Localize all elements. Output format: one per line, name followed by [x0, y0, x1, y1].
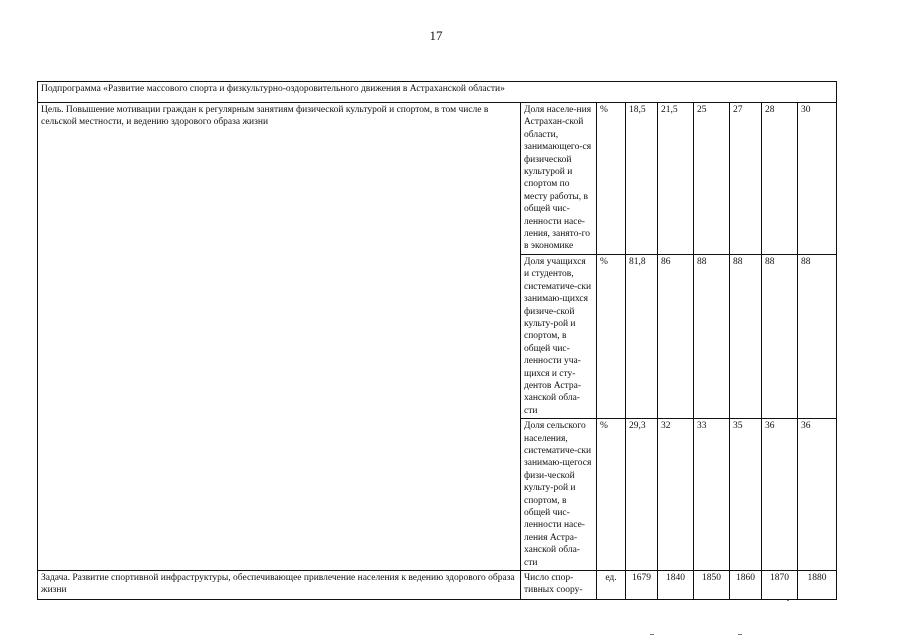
indicator-unit: % [597, 254, 626, 418]
indicator-unit: % [597, 419, 626, 571]
indicator-unit: % [597, 103, 626, 255]
subprogram-row [38, 82, 837, 103]
indicator-name: Доля сельского населения, систематиче-ски занимаю-щегося физи-ческой культу-рой и спортом, в общей чис-ленности насе-ления Астра-ханской обла-сти [521, 419, 597, 571]
scan-speck [787, 600, 789, 601]
indicator-value: 32 [658, 419, 694, 571]
indicator-value: 88 [730, 254, 762, 418]
page-number: 17 [429, 28, 443, 43]
indicator-value: 18,5 [626, 103, 658, 255]
indicator-value: 36 [798, 419, 837, 571]
indicator-value: 1860 [730, 571, 762, 600]
indicator-value: 88 [694, 254, 730, 418]
indicator-value: 86 [658, 254, 694, 418]
goal-text: Цель. Повышение мотивации граждан к регулярным занятиям физической культурой и спортом, в том числе в сельской местности, и ведению здорового образа жизни [38, 103, 521, 571]
indicator-unit: ед. [597, 571, 626, 600]
indicator-value: 1840 [658, 571, 694, 600]
indicator-value: 30 [798, 103, 837, 255]
indicator-value: 29,3 [626, 419, 658, 571]
indicator-value: 88 [762, 254, 798, 418]
scan-speck [738, 634, 742, 635]
indicator-value: 1679 [626, 571, 658, 600]
indicator-value: 81,8 [626, 254, 658, 418]
indicators-table [37, 81, 837, 600]
scan-speck [650, 634, 654, 635]
indicator-name: Число спор-тивных соору- [521, 571, 597, 600]
indicator-value: 35 [730, 419, 762, 571]
table-row [38, 103, 837, 255]
subprogram-title: Подпрограмма «Развитие массового спорта и физкультурно-оздоровительного движения в Астраханской области» [38, 82, 837, 103]
indicator-value: 33 [694, 419, 730, 571]
indicator-value: 1870 [762, 571, 798, 600]
indicator-value: 1880 [798, 571, 837, 600]
indicator-name: Доля населе-ния Астрахан-ской области, занимающего-ся физической культурой и спортом по месту работы, в общей чис-ленности насе-ления, занято-го в экономике [521, 103, 597, 255]
indicator-value: 27 [730, 103, 762, 255]
indicator-value: 28 [762, 103, 798, 255]
indicator-value: 1850 [694, 571, 730, 600]
indicator-value: 36 [762, 419, 798, 571]
indicator-name: Доля учащихся и студентов, систематиче-ски занимаю-щихся физиче-ской культу-рой и спортом, в общей чис-ленности уча-щихся и сту-дентов Астра-ханской обла-сти [521, 254, 597, 418]
indicator-value: 21,5 [658, 103, 694, 255]
table-row [38, 571, 837, 600]
task-text: Задача. Развитие спортивной инфраструктуры, обеспечивающее привлечение населения к ведению здорового образа жизни [38, 571, 521, 600]
indicator-value: 88 [798, 254, 837, 418]
indicator-value: 25 [694, 103, 730, 255]
